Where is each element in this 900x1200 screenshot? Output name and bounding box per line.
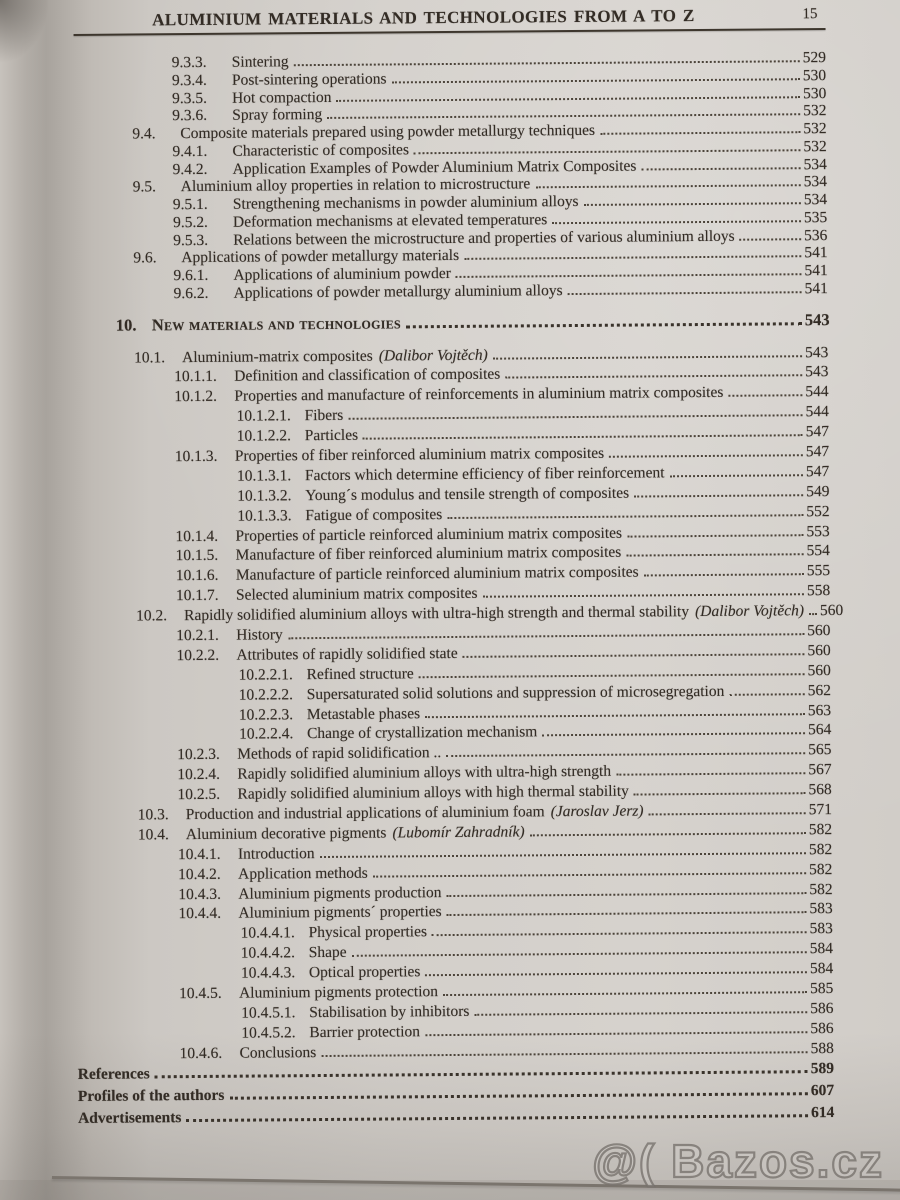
toc-entry-title: Conclusions [239, 1043, 317, 1062]
toc-entry-number: 10.1.2. [174, 388, 218, 406]
toc-entry-number: 9.4. [132, 125, 156, 143]
toc-entry-title: Shape [308, 944, 347, 962]
toc-entry-number: 10.4.4.1. [240, 924, 295, 942]
toc-entry-number: 10.2.2.1. [238, 665, 293, 684]
toc-entry-page: 541 [804, 244, 828, 262]
toc-entry-title: Aluminium pigments´ properties [238, 903, 442, 923]
toc-leader-dots [363, 434, 803, 439]
toc-entry-number: 10.1.7. [175, 587, 219, 605]
toc-entry-page: 582 [808, 840, 833, 858]
toc-entry-number: 9.6.1. [173, 266, 209, 285]
toc-entry-page: 560 [807, 621, 831, 640]
toc-leader-dots [649, 812, 806, 815]
toc-entry-page: 586 [810, 999, 834, 1018]
toc-entry-number: 10.4.5. [179, 984, 222, 1003]
toc-entry-page: 589 [810, 1059, 835, 1077]
toc-leader-dots [644, 574, 804, 577]
toc-entry-author: (Dalibor Vojtěch) [378, 346, 488, 365]
toc-entry-title: Methods of rapid solidification .. [237, 744, 442, 763]
toc-entry-title: Applications of aluminium powder [233, 264, 451, 284]
toc-entry-title: Properties of particle reinforced aluminium matrix composites [235, 524, 623, 545]
page-number: 15 [802, 6, 818, 23]
toc-leader-dots [568, 291, 802, 295]
toc-leader-dots [616, 772, 805, 775]
toc-entry-number: 10.4.4. [178, 905, 222, 923]
toc-leader-dots [463, 653, 805, 658]
toc-leader-dots [670, 474, 804, 477]
toc-entry-title: Profiles of the authors [77, 1086, 225, 1105]
toc-entry-page: 554 [806, 542, 830, 560]
toc-entry [0, 309, 898, 338]
toc-entry-number: 10.2.2.2. [238, 685, 294, 704]
toc-leader-dots [348, 414, 802, 420]
toc-leader-dots [425, 1031, 807, 1036]
toc-leader-dots [728, 395, 802, 398]
toc-entry-number: 9.3.3. [171, 53, 207, 72]
toc-entry-number: 10.1.6. [175, 567, 219, 585]
bazos-watermark: @( Bazos.cz [592, 1135, 884, 1187]
toc-leader-dots [809, 613, 817, 615]
toc-entry-page: 530 [802, 84, 827, 102]
toc-entry-page: 585 [809, 980, 834, 998]
toc-entry-title: Rapidly solidified aluminium alloys with ultra-high strength [237, 762, 612, 783]
toc-entry-title: Application Examples of Powder Aluminium Matrix Composites [232, 157, 637, 178]
toc-entry-title: Fatigue of composites [305, 505, 443, 524]
toc-list [0, 48, 900, 1133]
toc-entry-title: Properties of fiber reinforced aluminium matrix composites [234, 444, 605, 465]
toc-entry-page: 534 [803, 191, 828, 209]
toc-entry-page: 555 [806, 562, 831, 580]
toc-entry-page: 558 [806, 582, 831, 600]
toc-entry-author: (Jaroslav Jerz) [550, 802, 644, 821]
toc-entry-page: 584 [809, 940, 834, 958]
toc-entry-number: 10.1.4. [175, 527, 219, 545]
toc-leader-dots [447, 912, 807, 917]
toc-entry-page: 535 [803, 208, 828, 226]
toc-leader-dots [542, 733, 805, 737]
toc-entry-number: 10.2.4. [177, 766, 221, 784]
toc-entry-title: Spray forming [232, 106, 323, 124]
toc-leader-dots [419, 673, 805, 678]
toc-entry-page: 541 [804, 279, 828, 297]
toc-entry-page: 534 [803, 155, 827, 173]
toc-entry-number: 10.1.3.3. [237, 506, 292, 525]
toc-entry-number: 9.5.3. [173, 231, 209, 249]
toc-leader-dots [321, 1051, 807, 1057]
toc-entry-title: Properties and manufacture of reinforcements in aluminium matrix composites [234, 384, 724, 405]
toc-leader-dots [482, 593, 804, 598]
toc-entry-number: 10.4.4.3. [240, 964, 296, 982]
toc-leader-dots [425, 971, 807, 976]
toc-entry-page: 583 [809, 900, 833, 918]
toc-entry-page: 552 [806, 502, 830, 520]
toc-leader-dots [634, 792, 806, 795]
toc-entry-number: 10.1.3. [174, 447, 218, 466]
toc-entry-page: 530 [802, 66, 827, 84]
toc-entry-page: 571 [808, 800, 832, 819]
toc-entry-page: 582 [809, 880, 833, 898]
toc-entry-page: 532 [803, 137, 827, 155]
toc-entry-title: Application methods [238, 864, 368, 883]
toc-entry-title: Optical properties [308, 963, 421, 982]
toc-leader-dots [464, 255, 801, 260]
toc-entry-page: 567 [808, 761, 832, 779]
toc-entry-number: 9.3.6. [172, 107, 208, 125]
toc-leader-dots [288, 633, 804, 639]
toc-entry-title: Rapidly solidified aluminium alloys with high thermal stability [237, 782, 629, 803]
toc-entry-page: 564 [807, 721, 832, 739]
toc-entry-page: 563 [807, 701, 832, 719]
toc-entry-title: Introduction [237, 844, 315, 863]
toc-entry-number: 10.1.1. [174, 368, 217, 386]
toc-entry-page: 607 [810, 1081, 835, 1100]
toc-entry-title: Particles [304, 426, 359, 445]
toc-entry-title: Applications of powder metallurgy materials [181, 247, 460, 267]
toc-entry-page: 547 [805, 423, 830, 441]
toc-entry-title: References [77, 1064, 150, 1083]
toc-entry-page: 560 [807, 661, 831, 679]
toc-leader-dots [447, 514, 803, 519]
toc-entry-author: (Dalibor Vojtěch) [695, 602, 805, 621]
toc-entry-number: 10.1.2.2. [236, 427, 292, 445]
toc-entry-title: Metastable phases [306, 704, 421, 723]
toc-entry-title: Factors which determine efficiency of fiber reinforcement [304, 464, 665, 484]
toc-entry-number: 10. [115, 314, 137, 335]
toc-entry-number: 10.1.3.1. [236, 467, 292, 485]
toc-entry-page: 562 [807, 681, 832, 699]
toc-entry-number: 10.4.3. [178, 885, 221, 903]
toc-entry-title: Selected aluminium matrix composites [235, 584, 478, 604]
toc-entry-page: 583 [809, 920, 833, 938]
toc-entry-title: Definition and classification of composites [234, 365, 501, 386]
toc-entry-number: 10.1.3.2. [237, 486, 292, 505]
toc-entry-number: 10.4.6. [179, 1044, 223, 1062]
toc-leader-dots [391, 78, 799, 83]
toc-entry-number: 10.4. [137, 826, 169, 844]
toc-entry-title: Aluminium pigments production [238, 883, 442, 903]
toc-entry-title: Aluminium pigments protection [239, 983, 439, 1002]
toc-leader-dots [626, 554, 803, 557]
toc-entry-page: 544 [805, 403, 829, 421]
toc-leader-dots [352, 951, 807, 957]
toc-entry-number: 10.1.2.1. [236, 407, 291, 425]
toc-entry-page: 543 [805, 363, 829, 381]
toc-leader-dots [600, 131, 800, 135]
toc-leader-dots [641, 167, 800, 170]
toc-entry-page: 584 [809, 960, 834, 978]
toc-leader-dots [443, 991, 807, 996]
toc-leader-dots [634, 494, 803, 497]
toc-entry-number: 9.5.2. [172, 213, 208, 231]
toc-leader-dots [627, 534, 803, 537]
toc-entry-title: Change of crystallization mechanism [306, 723, 538, 743]
toc-entry-title: Fibers [304, 407, 344, 425]
toc-entry-number: 10.4.4.2. [240, 944, 296, 962]
toc-entry-number: 10.4.2. [178, 865, 221, 883]
toc-entry-title: Young´s modulus and tensile strength of composites [305, 484, 630, 504]
toc-leader-dots [447, 892, 807, 897]
toc-entry-title: Manufacture of particle reinforced aluminium matrix composites [235, 563, 639, 584]
toc-entry-page: 543 [804, 343, 829, 361]
toc-entry-number: 9.5. [132, 178, 157, 196]
toc-entry-page: 547 [805, 462, 830, 481]
toc-leader-dots [740, 238, 802, 240]
toc-leader-dots [456, 273, 802, 278]
toc-leader-dots [729, 693, 804, 696]
toc-entry-page: 553 [806, 522, 830, 540]
toc-entry-page: 544 [805, 383, 829, 401]
toc-leader-dots [425, 713, 805, 718]
toc-leader-dots [505, 375, 802, 379]
toc-entry-page: 541 [804, 262, 828, 280]
toc-entry-title: Composite materials prepared using powder metallurgy techniques [180, 121, 596, 143]
toc-leader-dots [155, 1070, 808, 1078]
toc-entry-title: Manufacture of fiber reinforced aluminium matrix composites [235, 544, 622, 565]
toc-entry-number: 9.3.5. [171, 89, 207, 107]
toc-leader-dots [552, 220, 801, 224]
toc-entry-number: 10.4.5.2. [241, 1024, 296, 1042]
toc-entry-page: 560 [819, 601, 844, 620]
toc-leader-dots [474, 1011, 807, 1016]
toc-entry-title: History [236, 626, 283, 644]
toc-leader-dots [414, 149, 801, 154]
toc-entry-title: Relations between the microstructure and properties of various aluminium alloys [233, 227, 735, 249]
toc-entry-number: 10.4.1. [177, 845, 221, 863]
toc-entry-page: 547 [805, 442, 830, 461]
toc-leader-dots [373, 872, 806, 877]
toc-leader-dots [294, 60, 800, 66]
toc-entry-title: Production and industrial applications of aluminium foam [185, 803, 545, 824]
toc-entry-page: 532 [803, 102, 827, 120]
toc-entry-title: Applications of powder metallurgy aluminium alloys [233, 281, 563, 302]
toc-entry-page: 532 [803, 120, 827, 138]
toc-entry-number: 10.2.2.3. [238, 705, 294, 724]
toc-entry-title: Physical properties [308, 923, 428, 942]
toc-entry-number: 9.6.2. [173, 284, 209, 302]
toc-entry-title: Refined structure [306, 665, 414, 683]
toc-entry-title: Barrier protection [309, 1023, 421, 1041]
toc-entry-page: 536 [804, 226, 828, 244]
toc-entry-title: Characteristic of composites [232, 141, 410, 160]
toc-entry-title: Hot compaction [231, 88, 332, 107]
toc-entry-page: 568 [808, 781, 832, 799]
toc-entry-number: 10.2.2. [176, 646, 220, 665]
toc-entry-page: 543 [804, 309, 830, 329]
toc-leader-dots [535, 184, 800, 188]
toc-leader-dots [327, 113, 800, 119]
toc-entry-number: 10.4.5.1. [241, 1004, 296, 1022]
toc-entry-title: Strengthening mechanisms in powder aluminium alloys [232, 192, 579, 213]
toc-entry-title: Supersaturated solid solutions and suppression of microsegregation [306, 682, 725, 703]
toc-entry-title: Attributes of rapidly solidified state [236, 644, 458, 664]
toc-leader-dots [530, 832, 806, 836]
toc-entry-page: 529 [802, 49, 827, 67]
toc-entry-page: 549 [806, 482, 830, 500]
toc-entry-title: Aluminium decorative pigments [185, 824, 387, 843]
toc-leader-dots [493, 355, 802, 359]
toc-leader-dots [609, 454, 803, 458]
toc-leader-dots [406, 322, 802, 328]
toc-entry-page: 586 [810, 1019, 834, 1037]
toc-entry-number: 10.2.5. [177, 785, 221, 804]
toc-entry-number: 9.5.1. [172, 195, 208, 214]
toc-entry-page: 582 [808, 820, 833, 839]
toc-leader-dots [446, 753, 805, 758]
toc-leader-dots [186, 1115, 808, 1123]
toc-entry-number: 10.2.1. [176, 626, 219, 645]
toc-entry-number: 10.2.3. [177, 746, 220, 764]
toc-entry-number: 9.4.1. [172, 142, 208, 160]
toc-entry-number: 9.6. [133, 249, 157, 267]
toc-leader-dots [229, 1092, 807, 1100]
toc-entry-number: 9.4.2. [172, 160, 208, 178]
toc-entry-page: 588 [810, 1039, 834, 1057]
toc-entry-title: Rapidly solidified aluminium alloys with ultra-high strength and thermal stability [184, 603, 690, 625]
toc-entry-author: (Lubomír Zahradník) [392, 823, 525, 842]
toc-entry-page: 560 [807, 641, 831, 660]
toc-leader-dots [584, 202, 801, 206]
running-header-title: ALUMINIUM MATERIALS AND TECHNOLOGIES FROM A TO Z [152, 6, 695, 30]
toc-leader-dots [432, 932, 807, 937]
toc-entry-number: 10.2. [136, 607, 168, 625]
toc-entry-page: 614 [810, 1104, 835, 1122]
toc-entry-page: 565 [808, 741, 832, 759]
toc-entry-title: Stabilisation by inhibitors [309, 1002, 470, 1022]
toc-entry-number: 10.2.2.4. [238, 725, 294, 744]
toc-entry-title: Aluminium alloy properties in relation to microstructure [180, 175, 531, 196]
toc-entry-title: New materials and technologies [151, 312, 402, 334]
toc-entry-title: Advertisements [77, 1109, 182, 1128]
toc-entry-title: Sintering [231, 53, 289, 71]
toc-entry-title: Aluminium-matrix composites [182, 347, 373, 366]
toc-entry-number: 10.1.5. [175, 547, 219, 565]
toc-entry-number: 9.3.4. [171, 71, 207, 89]
toc-leader-dots [320, 852, 806, 858]
toc-entry-page: 534 [803, 173, 828, 191]
toc-leader-dots [337, 96, 801, 102]
toc-entry-number: 10.3. [137, 806, 169, 824]
toc-entry-title: Deformation mechanisms at elevated temperatures [232, 210, 548, 231]
toc-entry-page: 582 [809, 860, 833, 878]
toc-entry-title: Post-sintering operations [231, 70, 387, 89]
toc-entry-number: 10.1. [134, 348, 166, 366]
